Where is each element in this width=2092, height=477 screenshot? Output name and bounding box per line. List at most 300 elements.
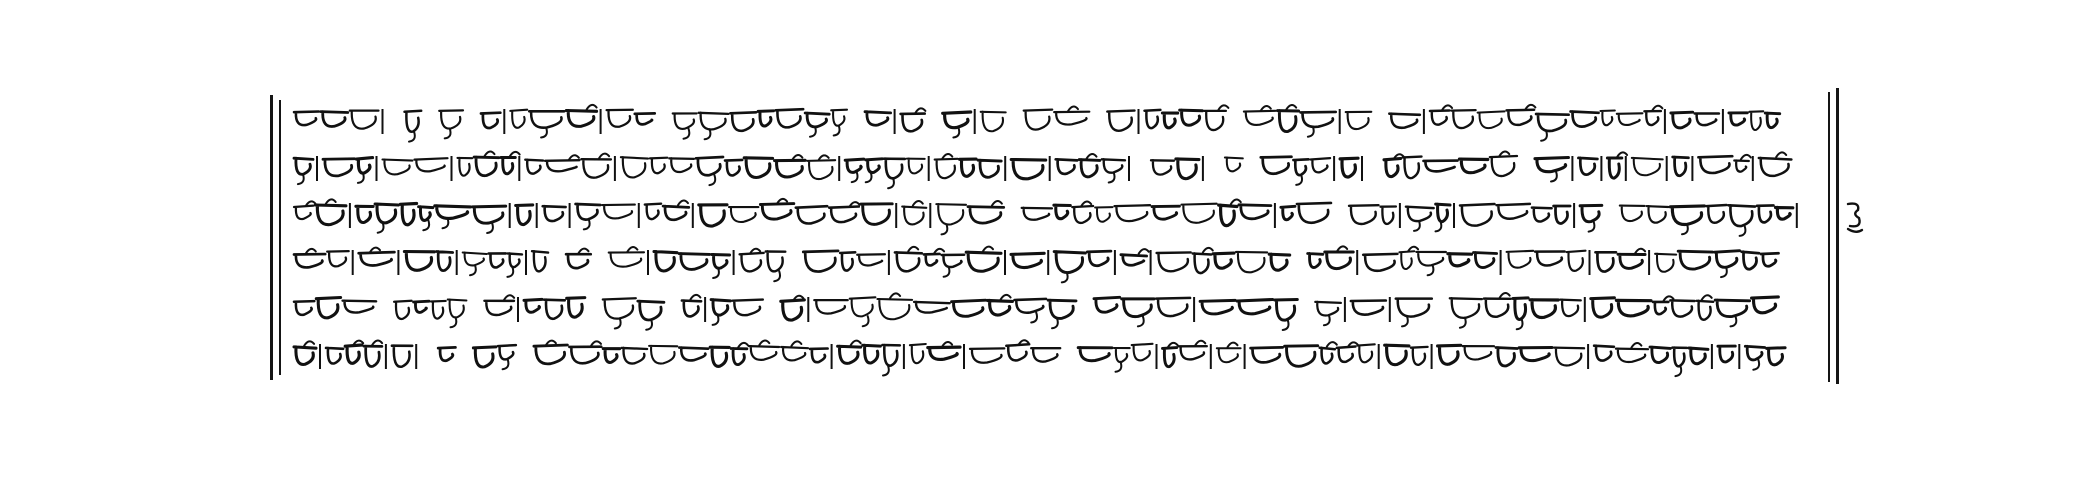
script-syllable-stroke — [914, 302, 950, 313]
script-syllable-stroke — [439, 110, 463, 128]
script-vowel-mark — [1109, 173, 1115, 183]
script-syllable-stroke — [343, 301, 377, 313]
script-syllable-stroke — [807, 160, 835, 179]
script-syllable-stroke — [758, 111, 773, 126]
script-syllable-stroke — [1532, 208, 1552, 222]
script-syllable-stroke — [1416, 252, 1446, 266]
script-vowel-mark — [1402, 316, 1408, 326]
script-vowel-mark — [713, 315, 719, 325]
script-syllable-stroke — [1389, 114, 1420, 128]
script-syllable-stroke — [294, 301, 314, 315]
text-line-5 — [290, 288, 1815, 332]
script-syllable-stroke — [877, 299, 912, 319]
script-vowel-mark — [1195, 341, 1205, 346]
script-vowel-mark — [627, 247, 637, 252]
script-vowel-mark — [1337, 246, 1347, 251]
script-vowel-mark — [1741, 155, 1751, 160]
script-syllable-stroke — [805, 113, 829, 127]
script-syllable-stroke — [602, 205, 635, 219]
script-syllable-stroke — [1430, 111, 1450, 125]
script-syllable-stroke — [1742, 252, 1760, 269]
script-syllable-stroke — [970, 348, 1004, 362]
script-syllable-stroke — [1193, 254, 1211, 274]
script-syllable-stroke — [1436, 204, 1450, 221]
script-syllable-stroke — [525, 160, 543, 174]
script-syllable-stroke — [516, 205, 533, 225]
manuscript-text-block — [290, 100, 1815, 380]
script-vowel-mark — [851, 341, 861, 346]
script-syllable-stroke — [1200, 300, 1235, 314]
script-syllable-stroke — [1749, 111, 1763, 130]
script-syllable-stroke — [803, 251, 838, 272]
script-vowel-mark — [1675, 366, 1681, 376]
script-syllable-stroke — [566, 111, 596, 127]
script-syllable-stroke — [1438, 345, 1461, 364]
script-syllable-stroke — [1618, 254, 1645, 268]
script-syllable-stroke — [1325, 252, 1353, 269]
script-syllable-stroke — [414, 301, 429, 312]
script-syllable-stroke — [649, 346, 677, 364]
script-syllable-stroke — [1474, 253, 1497, 268]
script-syllable-stroke — [1776, 208, 1793, 220]
script-syllable-stroke — [884, 159, 905, 179]
script-syllable-stroke — [435, 206, 471, 219]
script-vowel-mark — [1631, 343, 1641, 348]
script-syllable-stroke — [1285, 346, 1318, 367]
script-syllable-stroke — [345, 345, 362, 363]
script-syllable-stroke — [942, 255, 965, 267]
script-syllable-stroke — [1151, 160, 1174, 174]
script-syllable-stroke — [1251, 347, 1283, 362]
script-syllable-stroke — [1236, 252, 1267, 272]
script-vowel-mark — [579, 249, 589, 254]
script-syllable-stroke — [1519, 348, 1552, 361]
script-syllable-stroke — [1484, 299, 1511, 317]
script-syllable-stroke — [1054, 112, 1089, 125]
script-syllable-stroke — [673, 113, 697, 129]
script-syllable-stroke — [321, 112, 348, 127]
script-strokes-line-2 — [290, 147, 1815, 191]
script-syllable-stroke — [744, 158, 772, 178]
script-syllable-stroke — [1715, 251, 1740, 268]
script-vowel-mark — [942, 154, 952, 159]
script-syllable-stroke — [294, 347, 316, 365]
script-vowel-mark — [1652, 106, 1662, 111]
script-syllable-stroke — [952, 300, 986, 316]
script-syllable-stroke — [711, 300, 730, 316]
script-syllable-stroke — [1697, 301, 1714, 320]
script-syllable-stroke — [654, 252, 677, 271]
script-syllable-stroke — [1204, 111, 1226, 130]
script-syllable-stroke — [294, 206, 313, 219]
script-vowel-mark — [409, 132, 415, 142]
script-vowel-mark — [451, 317, 457, 327]
script-syllable-stroke — [576, 204, 601, 220]
script-strokes-line-3 — [290, 194, 1815, 238]
script-syllable-stroke — [1580, 205, 1602, 221]
script-syllable-stroke — [1031, 348, 1060, 361]
script-syllable-stroke — [1056, 159, 1078, 174]
script-syllable-stroke — [1337, 347, 1356, 362]
script-syllable-stroke — [845, 159, 864, 172]
script-vowel-mark — [507, 267, 513, 277]
script-vowel-mark — [591, 341, 601, 346]
script-syllable-stroke — [1217, 348, 1241, 362]
script-syllable-stroke — [316, 298, 340, 318]
script-syllable-stroke — [566, 254, 591, 268]
script-syllable-stroke — [1180, 110, 1203, 125]
script-syllable-stroke — [1507, 110, 1535, 125]
script-syllable-stroke — [609, 252, 644, 266]
script-vowel-mark — [690, 295, 700, 300]
script-syllable-stroke — [1269, 254, 1290, 270]
script-vowel-mark — [1052, 318, 1058, 328]
script-syllable-stroke — [1297, 203, 1331, 223]
script-syllable-stroke — [901, 114, 925, 132]
script-syllable-stroke — [294, 158, 313, 174]
script-vowel-mark — [890, 293, 900, 298]
script-syllable-stroke — [1632, 158, 1663, 175]
script-syllable-stroke — [1761, 253, 1778, 266]
text-line-6 — [290, 335, 1815, 379]
script-vowel-mark — [1327, 342, 1337, 347]
script-syllable-stroke — [350, 111, 379, 129]
script-syllable-stroke — [1734, 161, 1749, 172]
script-vowel-mark — [1139, 249, 1149, 254]
script-vowel-mark — [983, 247, 993, 252]
script-syllable-stroke — [414, 158, 447, 171]
script-syllable-stroke — [1261, 157, 1292, 174]
script-syllable-stroke — [781, 300, 805, 320]
script-syllable-stroke — [472, 206, 505, 223]
script-syllable-stroke — [1459, 159, 1487, 173]
script-syllable-stroke — [1072, 206, 1093, 223]
script-syllable-stroke — [1718, 346, 1735, 362]
script-syllable-stroke — [679, 348, 708, 361]
script-syllable-stroke — [1729, 113, 1747, 125]
script-syllable-stroke — [294, 254, 325, 267]
script-vowel-mark — [1324, 315, 1330, 325]
script-syllable-stroke — [1054, 205, 1070, 219]
script-syllable-stroke — [857, 254, 885, 265]
script-syllable-stroke — [1346, 112, 1372, 129]
script-vowel-mark — [378, 223, 384, 233]
script-syllable-stroke — [1591, 298, 1615, 317]
script-syllable-stroke — [607, 110, 633, 127]
script-syllable-stroke — [981, 112, 1006, 131]
script-syllable-stroke — [1311, 158, 1331, 172]
script-syllable-stroke — [1340, 158, 1358, 177]
script-syllable-stroke — [1767, 348, 1785, 365]
script-syllable-stroke — [1673, 157, 1689, 176]
script-syllable-stroke — [1094, 297, 1120, 312]
script-syllable-stroke — [1650, 347, 1670, 363]
script-strokes-line-5 — [290, 288, 1815, 332]
script-syllable-stroke — [532, 251, 548, 271]
script-syllable-stroke — [749, 346, 779, 360]
script-syllable-stroke — [1011, 160, 1045, 179]
script-syllable-stroke — [510, 110, 527, 128]
script-syllable-stroke — [458, 158, 473, 176]
script-syllable-stroke — [1293, 159, 1308, 175]
script-syllable-stroke — [1301, 112, 1336, 127]
script-syllable-stroke — [740, 253, 764, 271]
script-vowel-mark — [615, 319, 621, 329]
script-syllable-stroke — [1054, 252, 1085, 273]
script-syllable-stroke — [960, 159, 977, 176]
script-syllable-stroke — [1554, 206, 1571, 223]
left-inner-frame-rule — [279, 100, 281, 375]
script-syllable-stroke — [831, 110, 847, 126]
script-syllable-stroke — [968, 207, 1004, 223]
script-syllable-stroke — [359, 252, 395, 265]
script-syllable-stroke — [1653, 302, 1668, 314]
script-syllable-stroke — [1114, 348, 1130, 362]
script-vowel-mark — [306, 249, 316, 254]
script-syllable-stroke — [405, 111, 422, 132]
script-syllable-stroke — [1079, 160, 1100, 177]
script-syllable-stroke — [621, 157, 648, 177]
script-syllable-stroke — [463, 253, 487, 266]
script-syllable-stroke — [1163, 348, 1177, 367]
script-syllable-stroke — [645, 204, 661, 219]
script-syllable-stroke — [729, 207, 758, 222]
script-syllable-stroke — [866, 159, 882, 173]
script-syllable-stroke — [935, 159, 958, 178]
script-syllable-stroke — [581, 159, 611, 177]
script-syllable-stroke — [865, 112, 891, 126]
script-syllable-stroke — [1132, 344, 1153, 361]
script-syllable-stroke — [544, 300, 565, 319]
script-vowel-mark — [1442, 105, 1452, 110]
script-syllable-stroke — [1095, 207, 1112, 222]
folio-number-glyph — [1844, 198, 1866, 238]
script-syllable-stroke — [481, 113, 500, 128]
script-syllable-stroke — [357, 158, 373, 174]
script-syllable-stroke — [850, 297, 876, 316]
script-syllable-stroke — [978, 160, 1001, 177]
script-syllable-stroke — [650, 158, 667, 174]
script-syllable-stroke — [543, 206, 566, 221]
script-syllable-stroke — [1670, 206, 1704, 225]
script-syllable-stroke — [1107, 111, 1134, 131]
script-syllable-stroke — [966, 252, 1001, 271]
script-vowel-mark — [445, 128, 451, 138]
script-vowel-mark — [1308, 127, 1314, 137]
script-syllable-stroke — [635, 113, 655, 124]
folio-number — [1844, 198, 1866, 238]
script-vowel-mark — [1541, 131, 1547, 141]
script-syllable-stroke — [1616, 349, 1648, 362]
script-syllable-stroke — [910, 344, 926, 363]
script-syllable-stroke — [924, 254, 940, 266]
script-syllable-stroke — [1237, 300, 1272, 314]
script-syllable-stroke — [776, 109, 804, 127]
script-syllable-stroke — [781, 347, 808, 360]
script-syllable-stroke — [810, 349, 828, 363]
script-syllable-stroke — [1115, 205, 1151, 221]
text-line-1 — [290, 100, 1815, 144]
script-syllable-stroke — [1363, 254, 1397, 271]
script-vowel-mark — [709, 175, 715, 185]
script-vowel-mark — [1500, 293, 1510, 298]
script-syllable-stroke — [545, 160, 579, 171]
script-syllable-stroke — [1594, 346, 1614, 361]
script-syllable-stroke — [731, 349, 747, 365]
script-syllable-stroke — [1729, 205, 1756, 226]
script-vowel-mark — [915, 108, 925, 113]
script-vowel-mark — [470, 265, 476, 275]
script-syllable-stroke — [1281, 206, 1295, 219]
script-syllable-stroke — [1424, 161, 1458, 172]
script-syllable-stroke — [1219, 205, 1237, 226]
script-syllable-stroke — [1671, 112, 1693, 128]
text-line-3 — [290, 194, 1815, 238]
script-vowel-mark — [1436, 221, 1442, 231]
script-vowel-mark — [326, 199, 336, 204]
script-syllable-stroke — [1308, 254, 1323, 268]
script-syllable-stroke — [1647, 206, 1669, 223]
script-syllable-stroke — [400, 204, 416, 225]
script-syllable-stroke — [1048, 300, 1076, 318]
script-vowel-mark — [908, 247, 918, 252]
script-syllable-stroke — [710, 347, 729, 366]
script-syllable-stroke — [1181, 204, 1216, 223]
script-syllable-stroke — [1162, 113, 1177, 128]
script-syllable-stroke — [1024, 110, 1052, 130]
script-syllable-stroke — [1239, 205, 1271, 219]
script-syllable-stroke — [1752, 297, 1779, 313]
script-syllable-stroke — [1156, 298, 1190, 316]
script-syllable-stroke — [1560, 300, 1581, 316]
script-syllable-stroke — [1670, 300, 1694, 316]
script-strokes-line-6 — [290, 335, 1815, 379]
right-inner-frame-rule — [1828, 92, 1830, 382]
script-syllable-stroke — [732, 300, 762, 316]
script-vowel-mark — [759, 341, 769, 346]
script-syllable-stroke — [1157, 252, 1191, 271]
script-strokes-line-1 — [290, 100, 1815, 144]
script-syllable-stroke — [699, 113, 729, 130]
script-syllable-stroke — [622, 348, 648, 364]
script-syllable-stroke — [1145, 110, 1161, 128]
script-syllable-stroke — [501, 158, 515, 174]
script-syllable-stroke — [1396, 299, 1432, 317]
script-syllable-stroke — [1567, 251, 1586, 271]
script-vowel-mark — [599, 154, 609, 159]
script-syllable-stroke — [1490, 156, 1517, 176]
script-vowel-mark — [1062, 272, 1068, 282]
script-syllable-stroke — [838, 346, 861, 363]
script-syllable-stroke — [1497, 204, 1530, 219]
script-syllable-stroke — [1757, 205, 1774, 222]
script-syllable-stroke — [375, 204, 398, 223]
script-vowel-mark — [304, 341, 314, 346]
script-syllable-stroke — [473, 347, 495, 367]
script-syllable-stroke — [907, 159, 925, 174]
script-syllable-stroke — [1507, 251, 1534, 268]
script-vowel-mark — [1116, 362, 1122, 372]
script-vowel-mark — [705, 129, 711, 139]
script-syllable-stroke — [1357, 344, 1374, 362]
script-syllable-stroke — [1315, 302, 1341, 316]
script-syllable-stroke — [1678, 251, 1712, 269]
script-syllable-stroke — [1406, 207, 1434, 221]
script-syllable-stroke — [1601, 111, 1615, 126]
script-syllable-stroke — [1011, 253, 1044, 267]
script-syllable-stroke — [882, 345, 900, 366]
script-syllable-stroke — [1121, 255, 1147, 266]
script-syllable-stroke — [1617, 113, 1643, 125]
script-syllable-stroke — [534, 345, 568, 364]
script-syllable-stroke — [1460, 204, 1495, 226]
script-syllable-stroke — [1014, 299, 1046, 313]
script-syllable-stroke — [1411, 347, 1428, 365]
script-syllable-stroke — [730, 112, 756, 131]
script-syllable-stroke — [1102, 159, 1125, 172]
script-vowel-mark — [834, 126, 840, 136]
script-syllable-stroke — [1463, 346, 1494, 359]
script-syllable-stroke — [895, 252, 922, 271]
script-vowel-mark — [944, 267, 950, 277]
script-syllable-stroke — [840, 252, 855, 270]
script-vowel-mark — [713, 268, 719, 278]
script-syllable-stroke — [392, 346, 412, 367]
script-syllable-stroke — [796, 206, 827, 223]
script-vowel-mark — [791, 341, 801, 346]
script-syllable-stroke — [438, 347, 455, 360]
script-vowel-mark — [1203, 248, 1213, 253]
script-syllable-stroke — [1689, 348, 1708, 364]
script-syllable-stroke — [315, 205, 346, 225]
script-syllable-stroke — [1535, 252, 1564, 266]
script-syllable-stroke — [364, 346, 382, 366]
script-syllable-stroke — [356, 206, 373, 222]
script-syllable-stroke — [1278, 111, 1299, 132]
script-syllable-stroke — [1448, 254, 1472, 266]
script-syllable-stroke — [863, 345, 881, 363]
script-syllable-stroke — [1176, 159, 1199, 179]
script-syllable-stroke — [1022, 208, 1052, 220]
script-syllable-stroke — [988, 301, 1013, 316]
script-vowel-mark — [510, 152, 520, 157]
script-vowel-mark — [504, 295, 514, 300]
script-syllable-stroke — [524, 299, 542, 312]
script-syllable-stroke — [327, 251, 349, 266]
script-syllable-stroke — [669, 158, 694, 172]
script-vowel-mark — [1428, 265, 1434, 275]
script-vowel-mark — [541, 128, 547, 138]
script-vowel-mark — [1068, 107, 1078, 112]
script-syllable-stroke — [760, 204, 793, 220]
script-syllable-stroke — [383, 160, 413, 175]
script-syllable-stroke — [1607, 158, 1621, 178]
script-vowel-mark — [485, 152, 495, 157]
script-vowel-mark — [1635, 249, 1645, 254]
script-syllable-stroke — [1672, 348, 1687, 367]
script-syllable-stroke — [1620, 206, 1645, 222]
text-line-4 — [290, 241, 1815, 285]
script-syllable-stroke — [498, 345, 516, 359]
script-vowel-mark — [587, 105, 597, 110]
script-syllable-stroke — [725, 160, 742, 176]
script-vowel-mark — [738, 343, 748, 348]
script-syllable-stroke — [699, 205, 727, 226]
left-outer-frame-rule — [270, 95, 273, 380]
script-vowel-mark — [774, 271, 780, 281]
script-syllable-stroke — [1152, 206, 1179, 219]
script-syllable-stroke — [1496, 348, 1517, 366]
